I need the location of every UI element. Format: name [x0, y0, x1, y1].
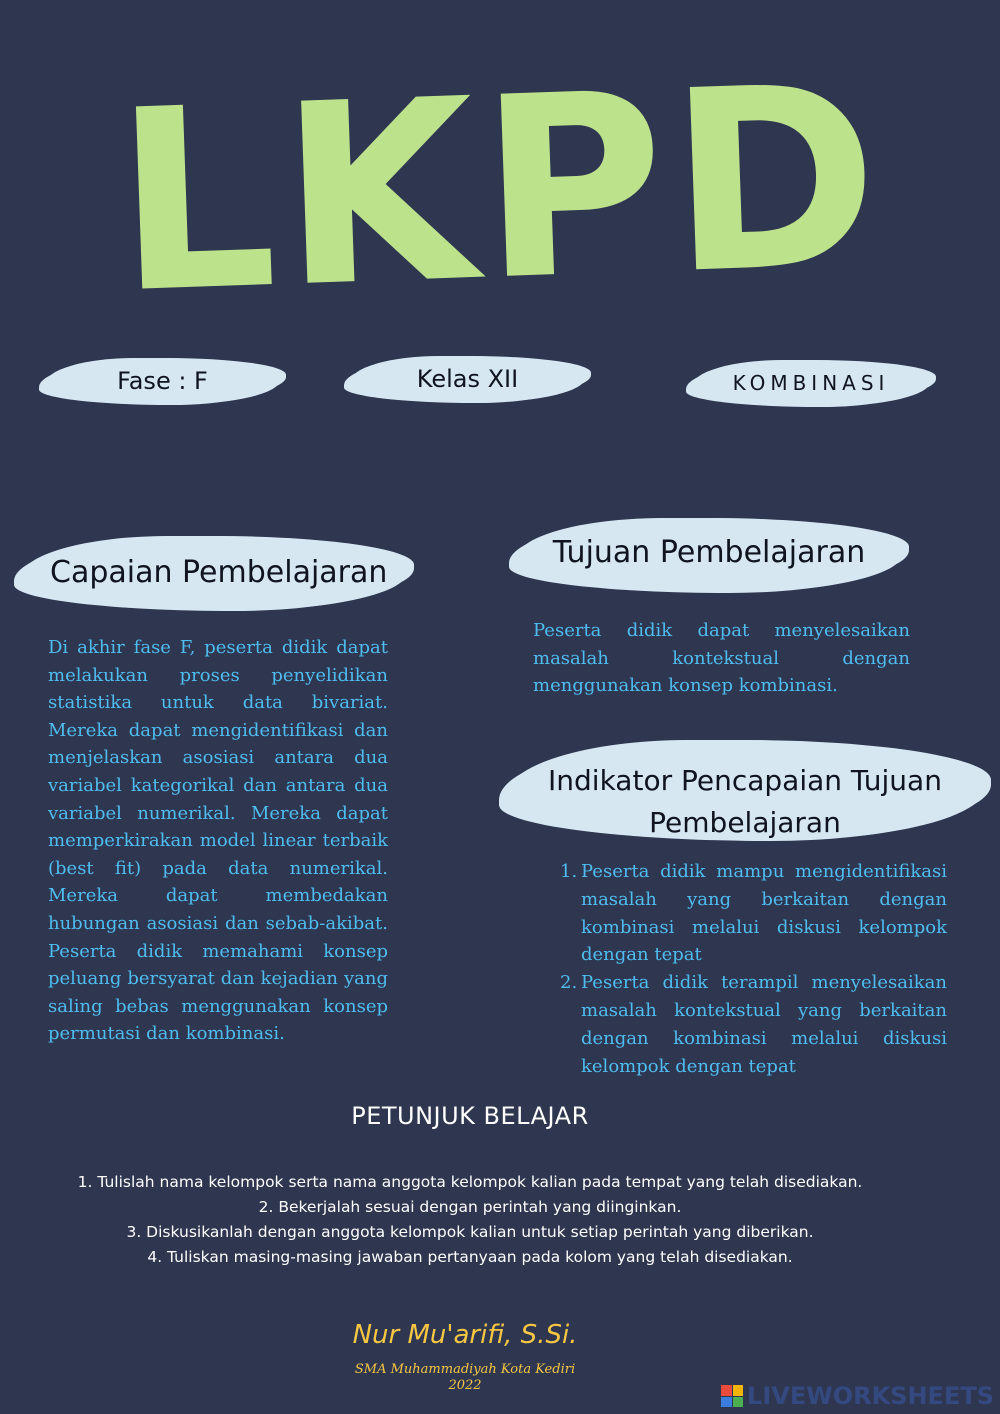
list-item: 3. Diskusikanlah dengan anggota kelompok kalian untuk setiap perintah yang diberikan.	[126, 1223, 814, 1241]
indikator-list	[560, 858, 947, 1080]
school-year: 2022	[448, 1378, 482, 1393]
list-item: 1. Tulislah nama kelompok serta nama anggota kelompok kalian pada tempat yang telah disediakan.	[77, 1173, 863, 1191]
capaian-heading: Capaian Pembelajaran	[20, 536, 408, 610]
petunjuk-title: PETUNJUK BELAJAR	[351, 1102, 589, 1130]
tujuan-heading: Tujuan Pembelajaran	[515, 518, 903, 592]
indikator-heading	[505, 740, 985, 840]
school-name: SMA Muhammadiyah Kota Kediri	[354, 1362, 576, 1377]
indikator-heading-line1: Indikator Pencapaian Tujuan	[548, 764, 942, 797]
list-item-text: Peserta didik mampu mengidentifikasi masalah yang berkaitan dengan kombinasi melalui diskusi kelompok dengan tepat	[581, 861, 947, 966]
class-label: Kelas XII	[350, 356, 585, 402]
tujuan-text: Peserta didik dapat menyelesaikan masalah kontekstual dengan menggunakan konsep kombinasi.	[533, 620, 910, 697]
list-item	[560, 969, 947, 1080]
phase-label: Fase : F	[45, 358, 280, 404]
indikator-heading-line2: Pembelajaran	[649, 806, 841, 839]
list-item: 4. Tuliskan masing-masing jawaban pertanyaan pada kolom yang telah disediakan.	[147, 1248, 793, 1266]
capaian-text: Di akhir fase F, peserta didik dapat melakukan proses penyelidikan statistika untuk data bivariat. Mereka dapat mengidentifikasi dan menjelaskan asosiasi antara dua variabel kategorikal dan antara dua variabel numerikal. Mereka dapat memperkirakan model linear terbaik (best fit) pada data numerikal. Mereka dapat membedakan hubungan asosiasi dan sebab-akibat. Peserta didik memahami konsep peluang bersyarat dan kejadian yang saling bebas menggunakan konsep permutasi dan kombinasi.	[48, 637, 388, 1045]
petunjuk-list	[0, 1170, 940, 1270]
author-name: Nur Mu'arifi, S.Si.	[352, 1320, 578, 1350]
topic-label: KOMBINASI	[692, 360, 930, 406]
list-item-text: Peserta didik terampil menyelesaikan masalah kontekstual yang berkaitan dengan kombinasi melalui diskusi kelompok dengan tepat	[581, 972, 947, 1077]
watermark-text: LIVEWORKSHEETS	[747, 1382, 994, 1410]
list-item-number: 1.	[560, 861, 578, 882]
list-item: 2. Bekerjalah sesuai dengan perintah yang diinginkan.	[258, 1198, 682, 1216]
list-item-number: 2.	[560, 972, 578, 994]
page-title: LKPD	[111, 30, 889, 349]
liveworksheets-watermark	[721, 1382, 994, 1410]
liveworksheets-logo-icon	[721, 1385, 743, 1407]
list-item	[560, 858, 947, 969]
